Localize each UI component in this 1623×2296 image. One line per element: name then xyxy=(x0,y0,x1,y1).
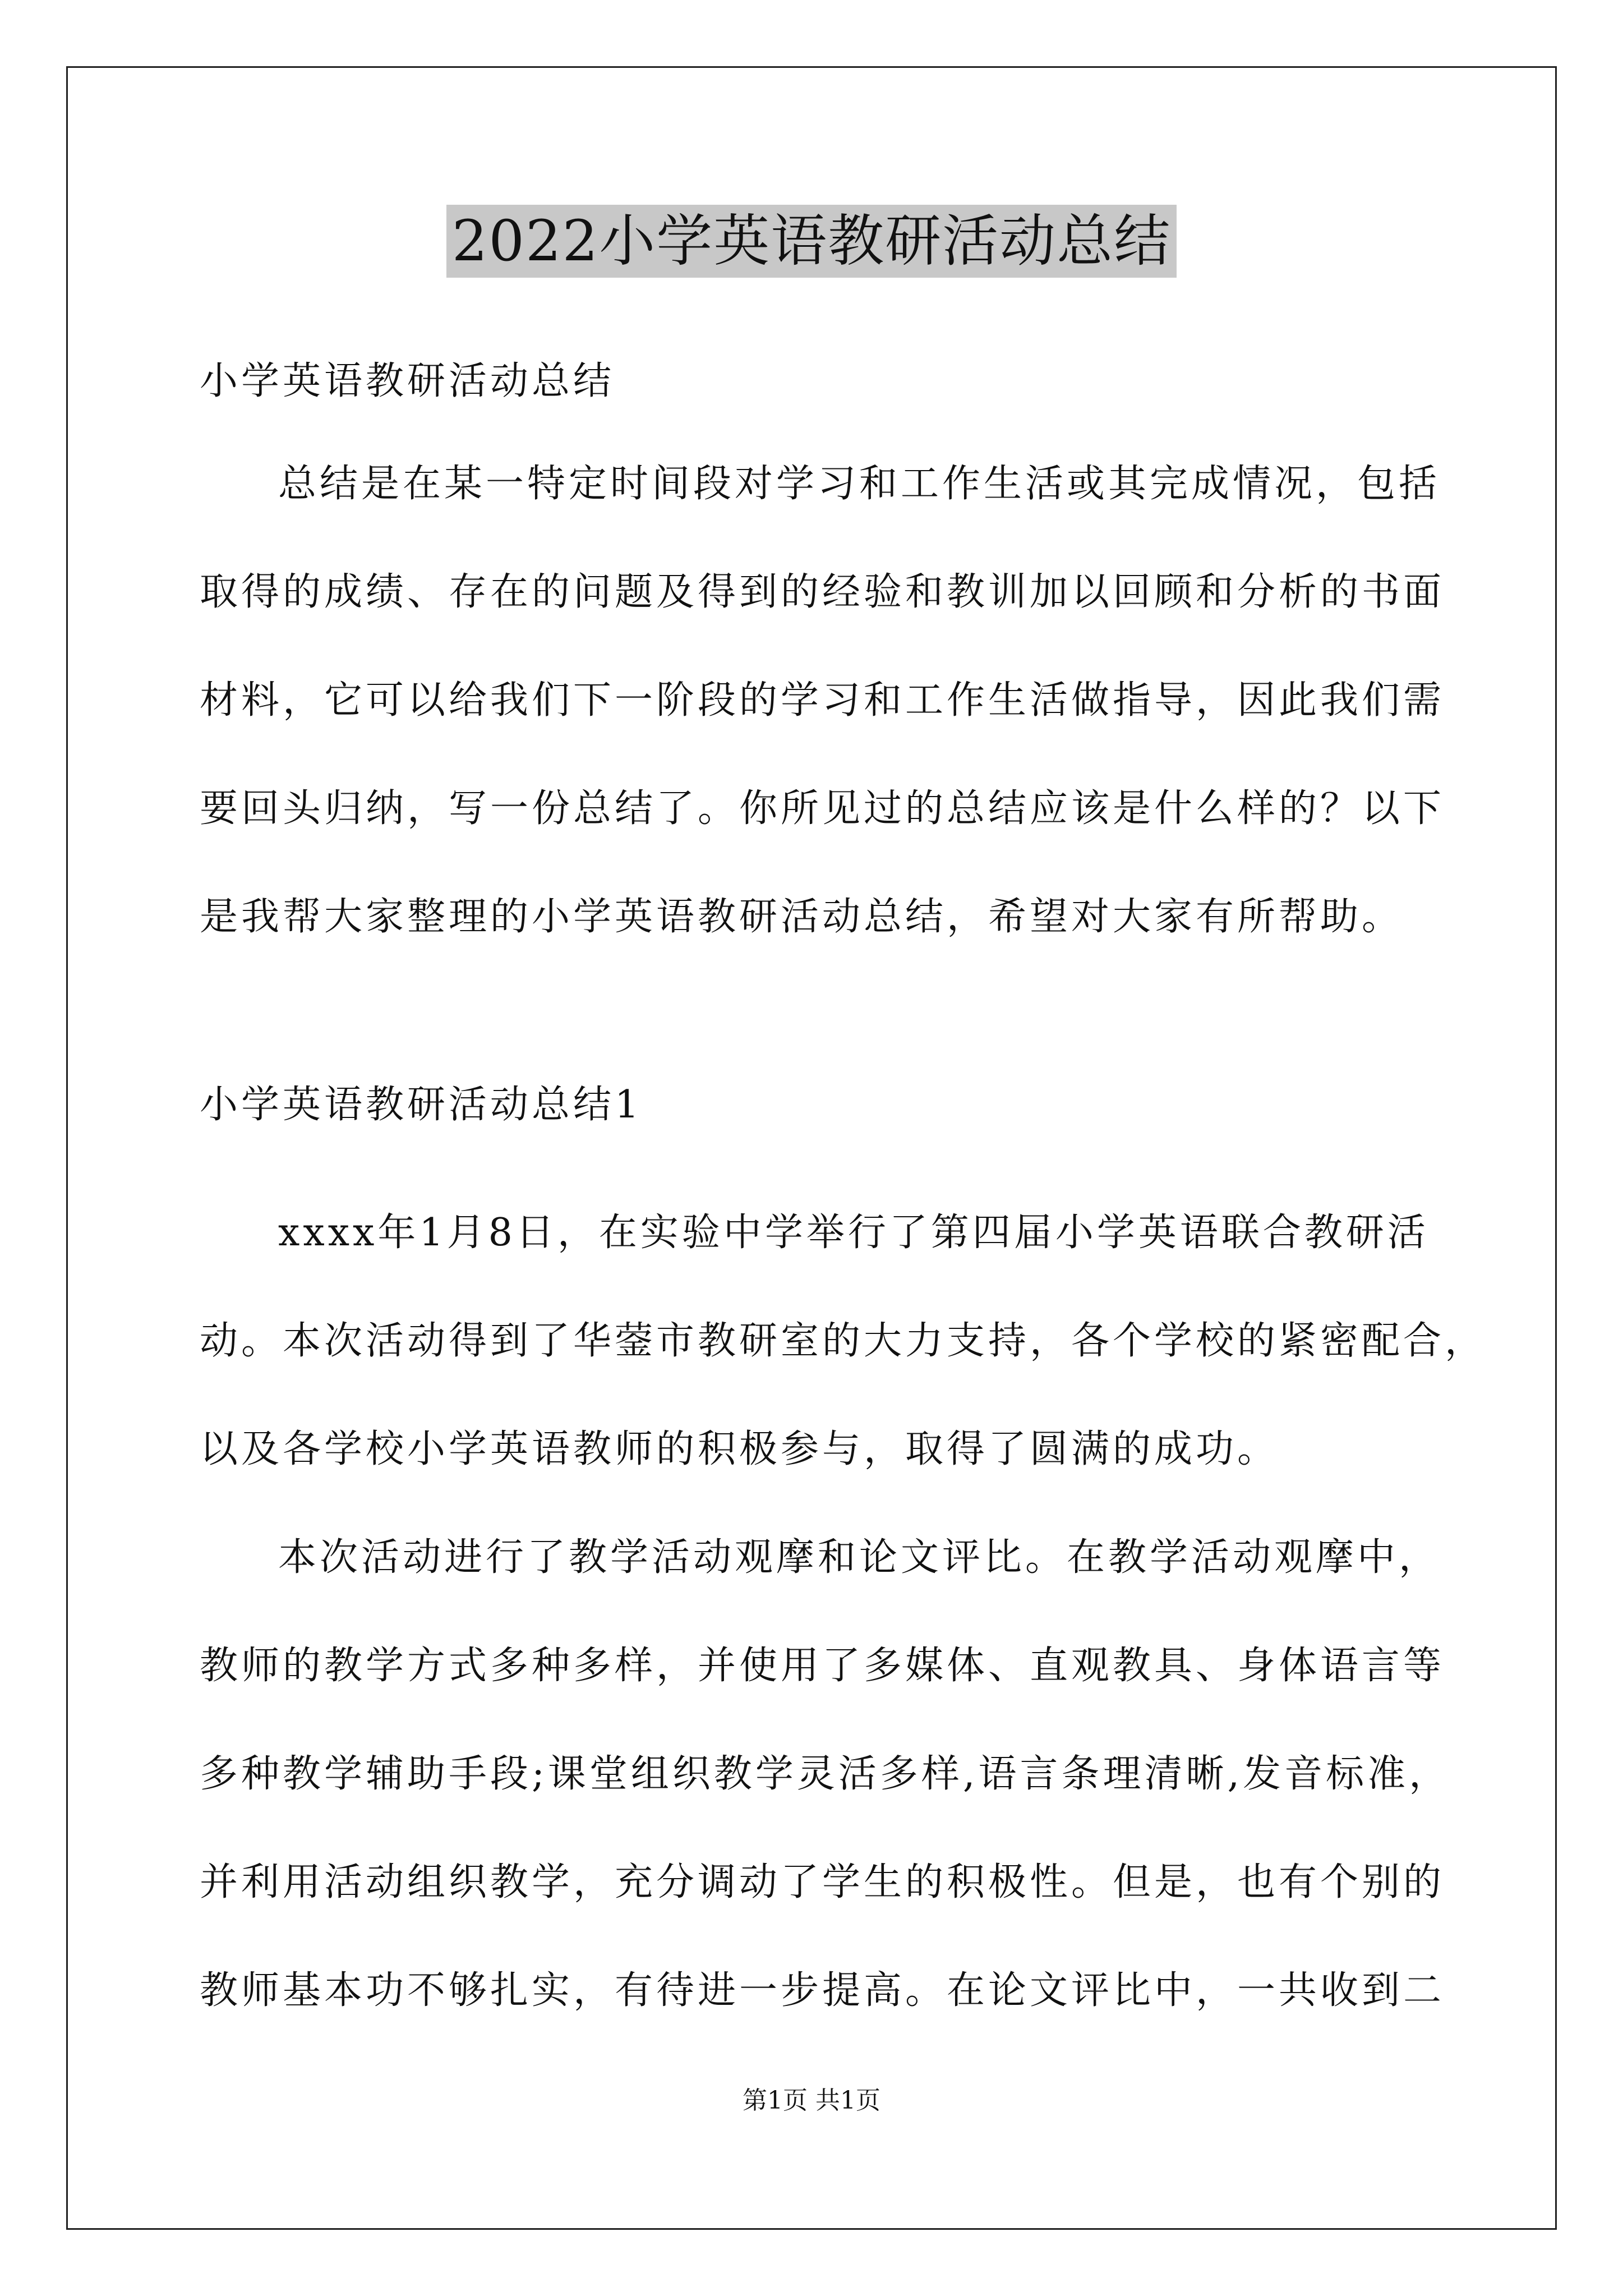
intro-line: 是我帮大家整理的小学英语教研活动总结，希望对大家有所帮助。 xyxy=(200,895,1404,939)
intro-line: 材料，它可以给我们下一阶段的学习和工作生活做指导，因此我们需 xyxy=(200,678,1445,723)
paragraph-line: 教师基本功不够扎实，有待进一步提高。在论文评比中，一共收到二 xyxy=(200,1968,1445,2013)
paragraph-line: 动。本次活动得到了华蓥市教研室的大力支持，各个学校的紧密配合， xyxy=(200,1319,1487,1363)
intro-line: 总结是在某一特定时间段对学习和工作生活或其完成情况，包括 xyxy=(278,462,1441,506)
paragraph-line: 并利用活动组织教学，充分调动了学生的积极性。但是，也有个别的 xyxy=(200,1860,1445,1904)
paragraph-line: 多种教学辅助手段;课堂组织教学灵活多样,语言条理清晰,发音标准， xyxy=(200,1752,1451,1796)
document-subtitle: 小学英语教研活动总结 xyxy=(200,359,615,403)
paragraph-line: 教师的教学方式多种多样，并使用了多媒体、直观教具、身体语言等 xyxy=(200,1644,1445,1688)
page-footer: 第1页 共1页 xyxy=(743,2086,880,2115)
paragraph-line: 以及各学校小学英语教师的积极参与，取得了圆满的成功。 xyxy=(200,1427,1279,1471)
paragraph-line: 本次活动进行了教学活动观摩和论文评比。在教学活动观摩中， xyxy=(278,1535,1441,1580)
paragraph-line: xxxx年1月8日，在实验中学举行了第四届小学英语联合教研活 xyxy=(278,1211,1429,1255)
document-title: 2022小学英语教研活动总结 xyxy=(446,205,1177,278)
intro-line: 取得的成绩、存在的问题及得到的经验和教训加以回顾和分析的书面 xyxy=(200,570,1445,614)
intro-line: 要回头归纳，写一份总结了。你所见过的总结应该是什么样的？以下 xyxy=(200,786,1445,831)
title-container xyxy=(0,205,1623,278)
section-heading: 小学英语教研活动总结1 xyxy=(200,1083,643,1127)
